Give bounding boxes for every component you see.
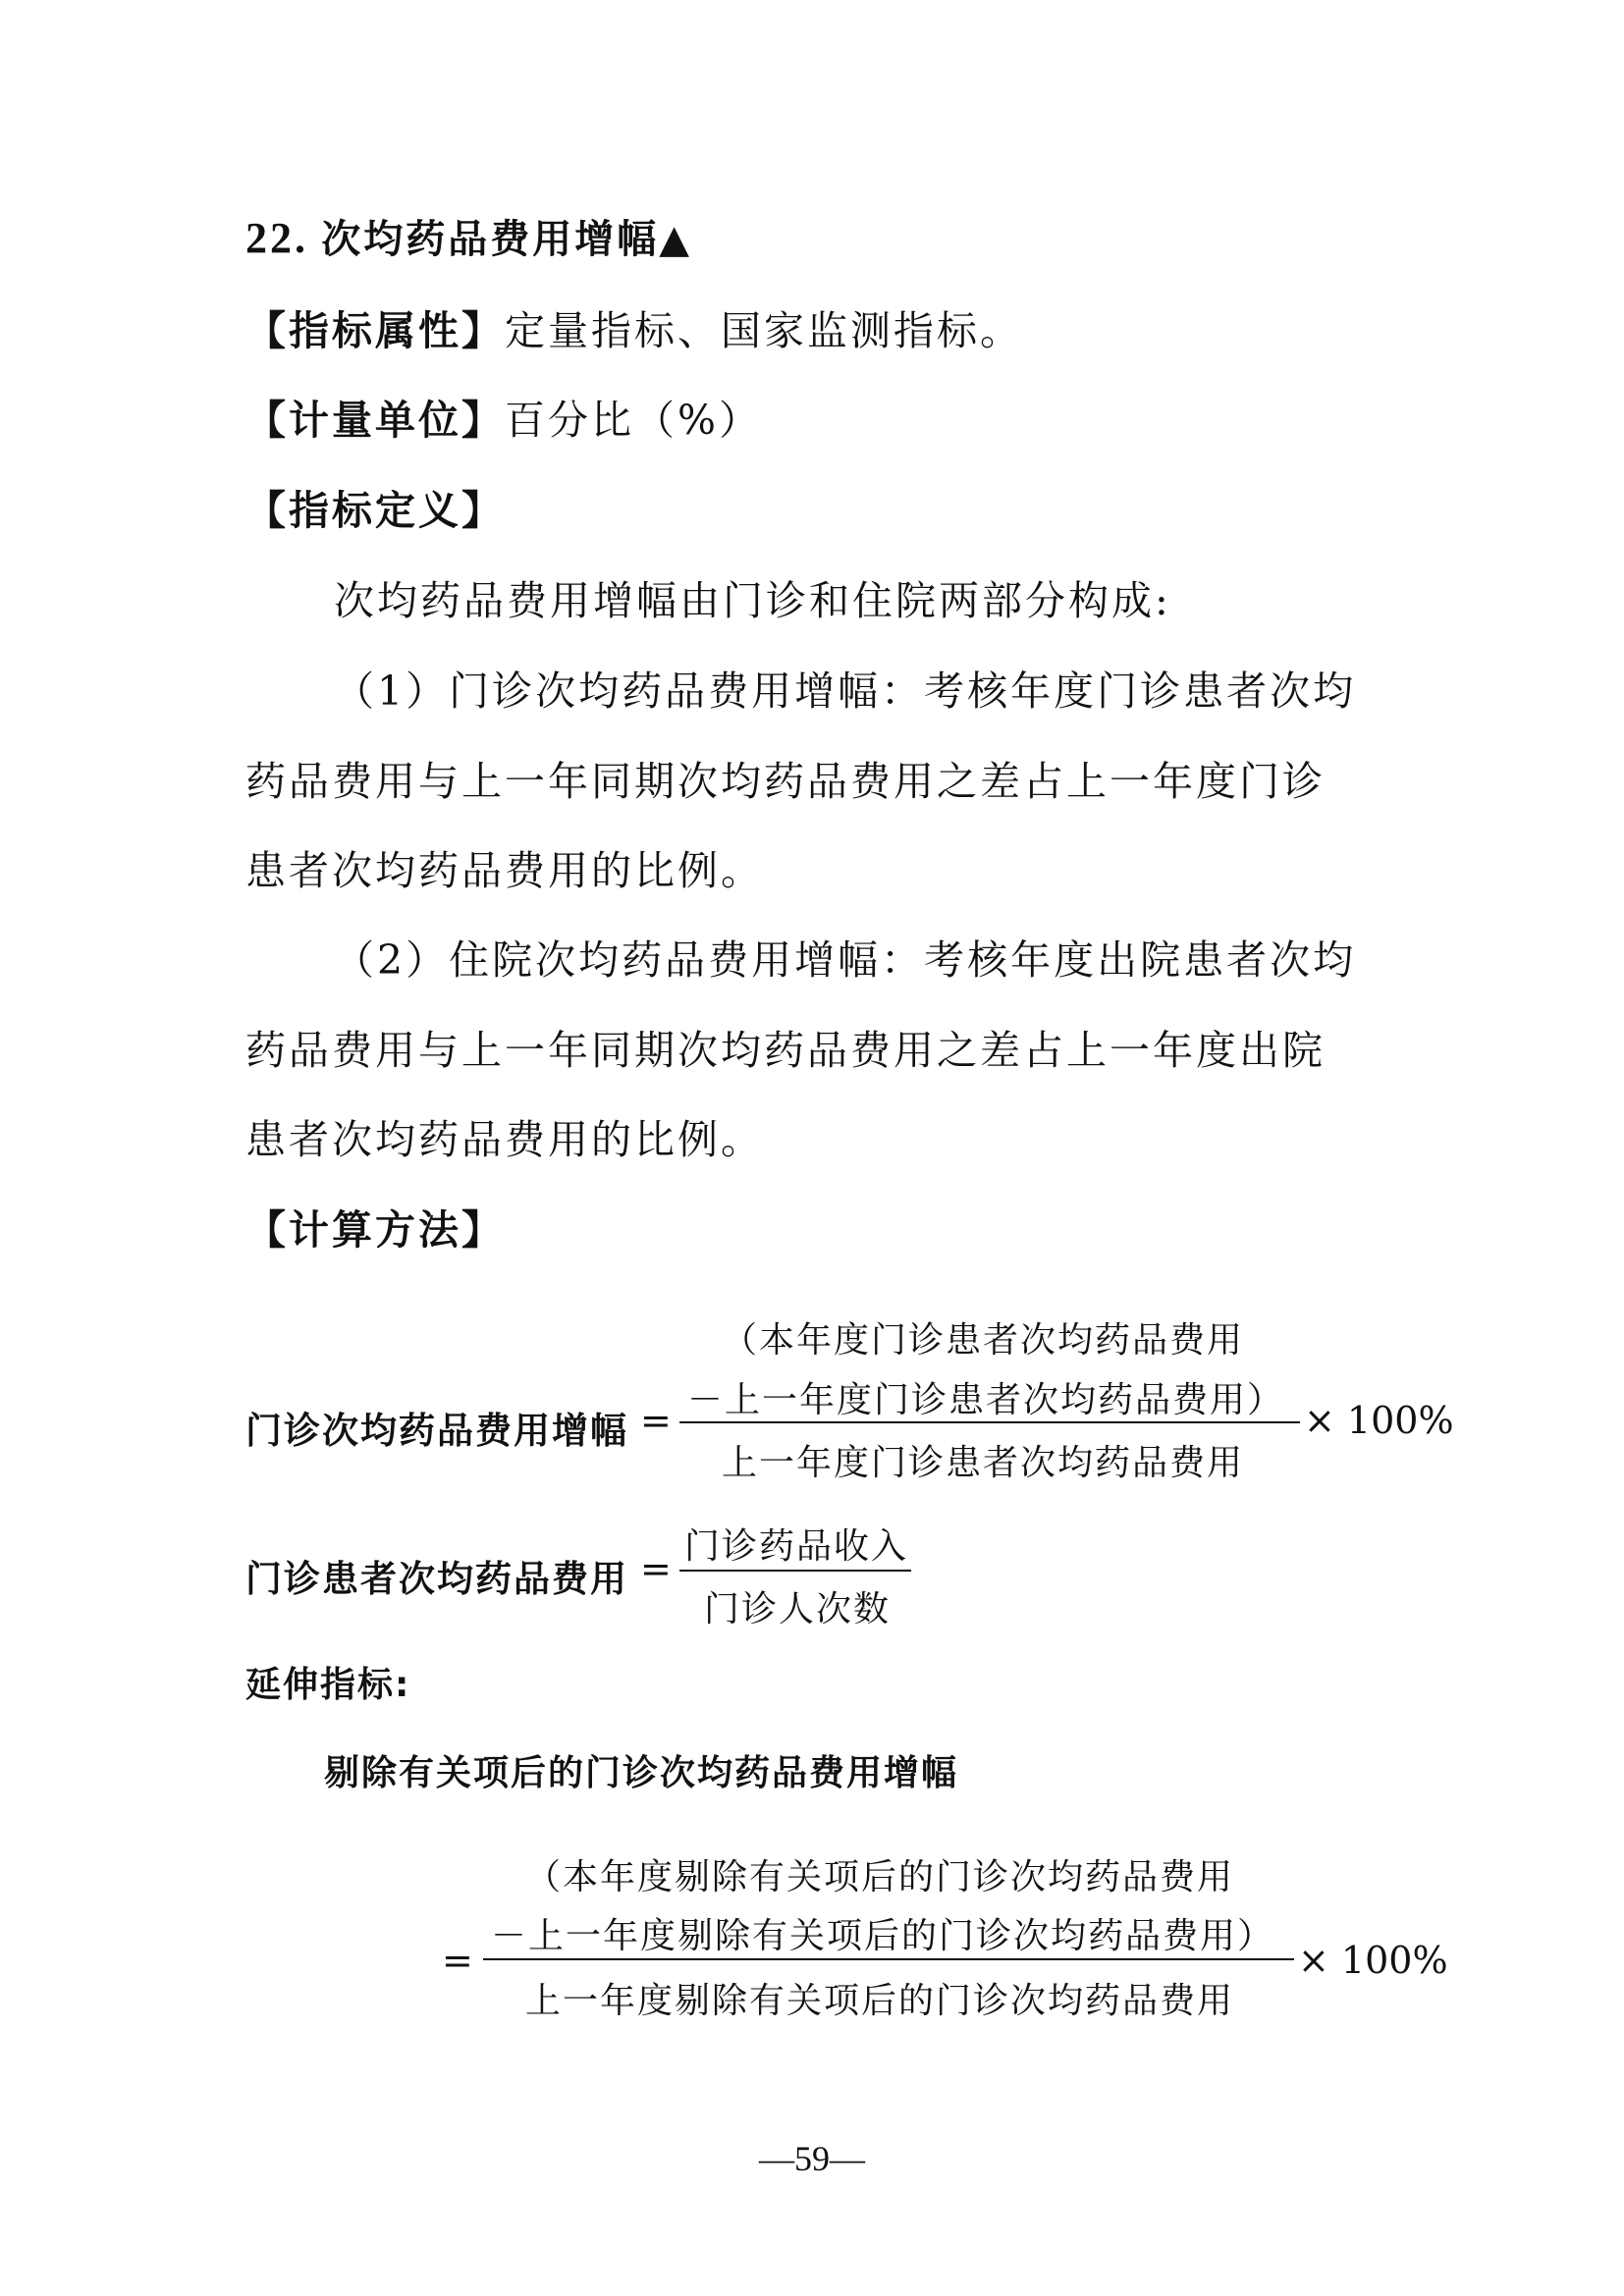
formula2-equals: = [640, 1547, 672, 1590]
attributes-label: 【指标属性】 [245, 307, 505, 354]
formula1-denominator: 上一年度门诊患者次均药品费用 [722, 1443, 1245, 1483]
extension-title: 剔除有关项后的门诊次均药品费用增幅 [324, 1753, 959, 1793]
formula1-lhs: 门诊次均药品费用增幅 [245, 1410, 628, 1452]
formula3-denominator: 上一年度剔除有关项后的门诊次均药品费用 [525, 1981, 1235, 2021]
definition-item1-line1: （1）门诊次均药品费用增幅：考核年度门诊患者次均 [334, 667, 1357, 715]
definition-item1-line3: 患者次均药品费用的比例。 [245, 847, 764, 894]
formula3-numerator-line1: （本年度剔除有关项后的门诊次均药品费用 [525, 1857, 1235, 1897]
formula3-multiplier: × 100% [1298, 1939, 1448, 1982]
formula1-numerator-line1: （本年度门诊患者次均药品费用 [722, 1320, 1245, 1361]
section-heading [245, 209, 692, 269]
definition-item2-line2: 药品费用与上一年同期次均药品费用之差占上一年度出院 [245, 1027, 1326, 1074]
formula3-numerator-line2: －上一年度剔除有关项后的门诊次均药品费用） [491, 1916, 1275, 1956]
formula1-fraction-bar [679, 1421, 1300, 1423]
unit-value: 百分比（%） [505, 397, 762, 444]
section-title: 次均药品费用增幅▲ [321, 217, 693, 262]
unit-label: 【计量单位】 [245, 397, 505, 444]
page-number: —59— [759, 2139, 865, 2178]
definition-item2-line3: 患者次均药品费用的比例。 [245, 1116, 764, 1163]
unit-row [245, 391, 762, 450]
calculation-row [245, 1201, 505, 1259]
formula1-multiplier: × 100% [1304, 1399, 1454, 1442]
calculation-label: 【计算方法】 [245, 1206, 505, 1254]
extension-label: 延伸指标: [245, 1665, 411, 1705]
definition-item1-line2: 药品费用与上一年同期次均药品费用之差占上一年度门诊 [245, 758, 1326, 805]
formula3-fraction-bar [483, 1958, 1294, 1960]
formula2-lhs: 门诊患者次均药品费用 [245, 1558, 628, 1600]
definition-intro: 次均药品费用增幅由门诊和住院两部分构成: [334, 577, 1171, 624]
formula1-numerator-line2: －上一年度门诊患者次均药品费用） [687, 1380, 1285, 1420]
formula1-equals: = [640, 1399, 672, 1442]
formula2-numerator: 门诊药品收入 [684, 1526, 909, 1567]
attributes-row [245, 301, 1023, 360]
definition-item2-line1: （2）住院次均药品费用增幅：考核年度出院患者次均 [334, 936, 1357, 984]
formula2-fraction-bar [679, 1570, 911, 1572]
formula2-denominator: 门诊人次数 [704, 1589, 892, 1629]
attributes-value: 定量指标、国家监测指标。 [505, 307, 1023, 354]
definition-row [245, 481, 505, 540]
section-number: 22. [245, 214, 308, 262]
definition-label: 【指标定义】 [245, 487, 505, 534]
formula3-equals: = [442, 1939, 473, 1982]
